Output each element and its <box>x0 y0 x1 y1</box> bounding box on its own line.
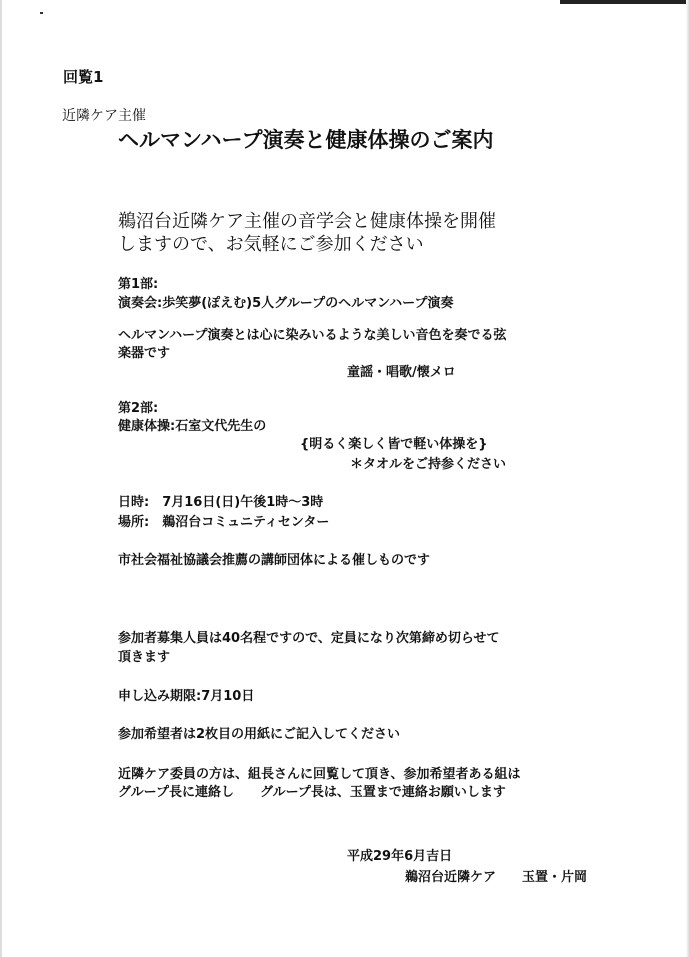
signature: 鵜沼台近隣ケア 玉置・片岡 <box>405 870 588 885</box>
part2-heading: 第2部: <box>118 401 159 416</box>
host-line: 近隣ケア主催 <box>62 108 146 124</box>
event-venue: 場所: 鵜沼台コミュニティセンター <box>118 515 330 530</box>
scan-shadow-top <box>560 0 690 4</box>
page-right-edge <box>686 0 690 957</box>
document-title: ヘルマンハープ演奏と健康体操のご案内 <box>118 128 494 152</box>
circulation-label: 回覧1 <box>63 68 104 86</box>
event-datetime: 日時: 7月16日(日)午後1時～3時 <box>118 495 324 510</box>
sponsor-note: 市社会福祉協議会推薦の講師団体による催しものです <box>118 553 431 568</box>
part1-genres: 童謡・唱歌/懐メロ <box>347 365 456 380</box>
part2-exercise: 健康体操:石室文代先生の <box>118 419 267 434</box>
committee-note-line-2: グループ長に連絡し グループ長は、玉置まで連絡お願いします <box>118 785 506 800</box>
part1-heading: 第1部: <box>118 277 159 292</box>
part1-description-line-1: ヘルマンハープ演奏とは心に染みいるような美しい音色を奏でる弦 <box>118 328 507 343</box>
recruitment-line-2: 頂きます <box>118 650 171 665</box>
intro-line-2: しますので、お気軽にご参加ください <box>118 234 424 255</box>
part1-performance: 演奏会:歩笑夢(ぽえむ)5人グループのヘルマンハープ演奏 <box>118 296 454 311</box>
part2-tagline: {明るく楽しく皆で軽い体操を} <box>300 437 488 452</box>
recruitment-line-1: 参加者募集人員は40名程ですので、定員になり次第締め切らせて <box>118 631 500 646</box>
part2-towel-note: ＊タオルをご持参ください <box>350 457 507 472</box>
committee-note-line-1: 近隣ケア委員の方は、組長さんに回覧して頂き、参加希望者ある組は <box>118 767 521 782</box>
page-left-edge <box>0 0 2 957</box>
scan-speck <box>40 12 43 14</box>
application-deadline: 申し込み期限:7月10日 <box>118 689 255 704</box>
form-note: 参加希望者は2枚目の用紙にご記入してください <box>118 727 401 742</box>
part1-description-line-2: 楽器です <box>118 346 171 361</box>
intro-line-1: 鵜沼台近隣ケア主催の音学会と健康体操を開催 <box>118 211 496 232</box>
date-line: 平成29年6月吉日 <box>347 849 453 864</box>
